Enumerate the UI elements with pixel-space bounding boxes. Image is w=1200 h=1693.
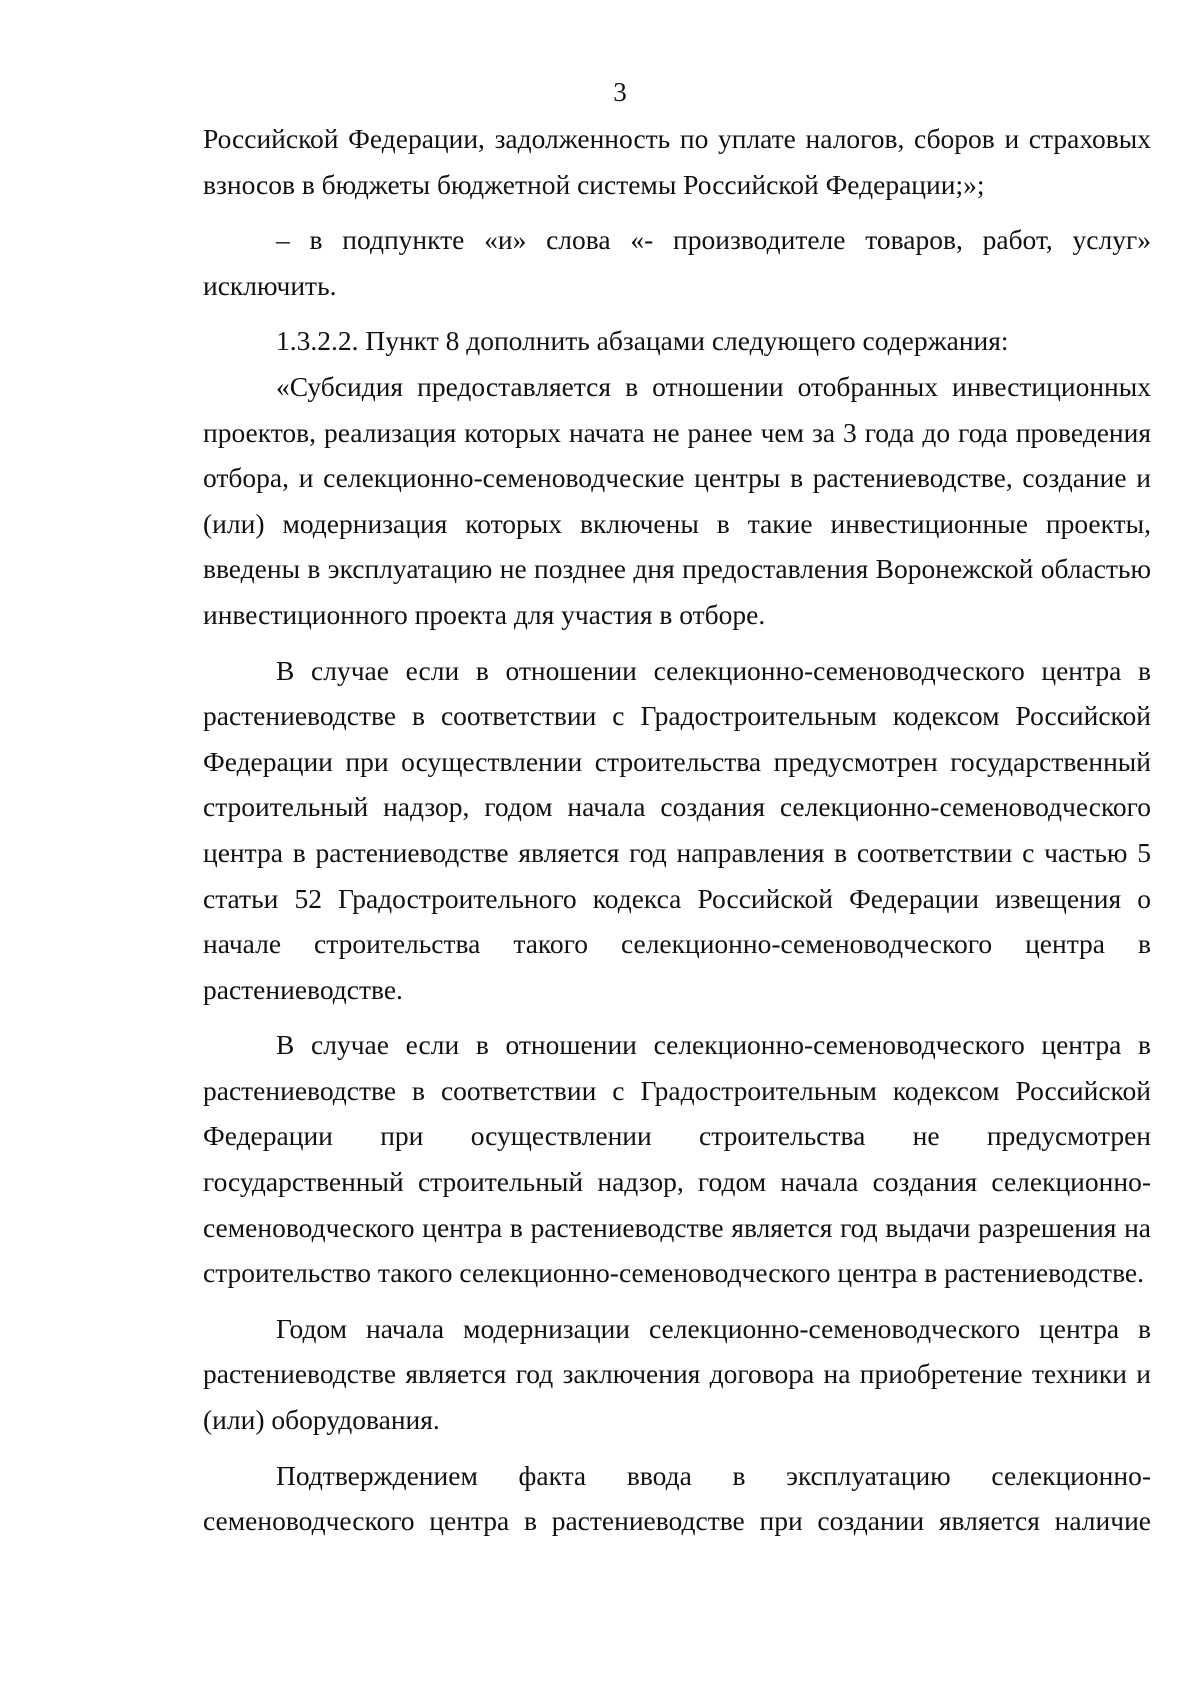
page-number: 3 <box>613 77 627 107</box>
paragraph-7: Годом начала модернизации селекционно-семеноводческого центра в растениеводстве является год заключения договора на приобретение техники и (или) оборудования. <box>203 1312 1151 1436</box>
paragraph-3: 1.3.2.2. Пункт 8 дополнить абзацами следующего содержания: <box>276 325 1009 357</box>
paragraph-5: В случае если в отношении селекционно-семеноводческого центра в растениеводстве в соответствии с Градостроительным кодексом Российской Федерации при осуществлении строительства предусмотрен государственный строительный надзор, годом начала создания селекционно-семеноводческого центра в растениеводстве является год направления в соответствии с частью 5 статьи 52 Градостроительного кодекса Российской Федерации извещения о начале строительства такого селекционно-семеноводческого центра в растениеводстве. <box>203 654 1151 1005</box>
paragraph-2: – в подпункте «и» слова «- производителе товаров, работ, услуг» исключить. <box>203 224 1151 301</box>
paragraph-8: Подтверждением факта ввода в эксплуатацию селекционно-семеноводческого центра в растениеводстве при создании является наличие <box>203 1459 1151 1537</box>
paragraph-6: В случае если в отношении селекционно-семеноводческого центра в растениеводстве в соответствии с Градостроительным кодексом Российской Федерации при осуществлении строительства не предусмотрен государственный строительный надзор, годом начала создания селекционно-семеноводческого центра в растениеводстве является год выдачи разрешения на строительство такого селекционно-семеноводческого центра в растениеводстве. <box>203 1029 1151 1289</box>
paragraph-4: «Субсидия предоставляется в отношении отобранных инвестиционных проектов, реализация которых начата не ранее чем за 3 года до года проведения отбора, и селекционно-семеноводческие центры в растениеводстве, создание и (или) модернизация которых включены в такие инвестиционные проекты, введены в эксплуатацию не позднее дня предоставления Воронежской областью инвестиционного проекта для участия в отборе. <box>203 370 1151 630</box>
paragraph-1: Российской Федерации, задолженность по уплате налогов, сборов и страховых взносов в бюджеты бюджетной системы Российской Федерации;»; <box>203 123 1151 200</box>
document-body <box>203 116 1151 1544</box>
